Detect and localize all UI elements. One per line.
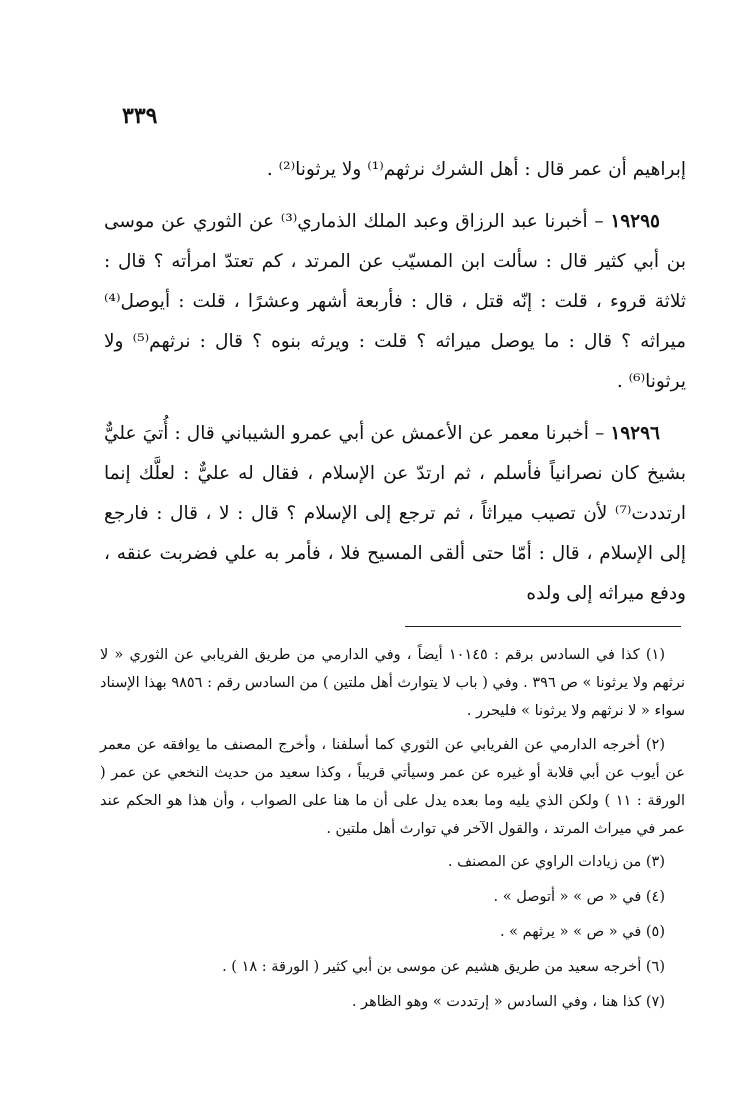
footnote-1: (١) كذا في السادس برقم : ١٠١٤٥ أيضاً ، وفي الدارمي من طريق الفريابي عن الثوري « لا نرثهم ولا يرثونا » ص ٣٩٦ . وفي ( باب لا يتوارث أهل ملتين ) من السادس رقم : ٩٨٥٦ بهذا الإسناد سواء « لا نرثهم ولا يرثونا » فليحرر .: [100, 647, 685, 719]
footnote-7: (٧) كذا هنا ، وفي السادس « إرتددت » وهو الظاهر .: [351, 994, 665, 1010]
footnote-divider: [405, 626, 681, 627]
footnotes: [100, 641, 685, 1018]
hadith-number: ١٩٢٩٦: [610, 423, 660, 444]
main-text: [104, 150, 686, 614]
footnote-5: (٥) في « ص » « يرثهم » .: [499, 924, 665, 940]
hadith-19295: [104, 202, 686, 402]
page-number: ٣٣٩: [122, 103, 158, 129]
footnote-3: (٣) من زيادات الراوي عن المصنف .: [447, 854, 665, 870]
hadith-text: – أخبرنا معمر عن الأعمش عن أبي عمرو الشيباني قال : أُتيَ عليٌّ بشيخ كان نصرانياً فأسلم ، ثم ارتدّ عن الإسلام ، فقال له عليٌّ : لعلَّك إنما ارتددت⁽⁷⁾ لأن تصيب ميراثاً ، ثم ترجع إلى الإسلام ؟ قال : لا ، قال : فارجع إلى الإسلام ، قال : أمّا حتى ألقى المسيح فلا ، فأمر به علي فضربت عنقه ، ودفع ميراثه إلى ولده: [104, 423, 686, 604]
footnote-4: (٤) في « ص » « أتوصل » .: [493, 889, 665, 905]
hadith-number: ١٩٢٩٥: [610, 211, 660, 232]
continuation-line: إبراهيم أن عمر قال : أهل الشرك نرثهم⁽¹⁾ ولا يرثونا⁽²⁾ .: [266, 159, 686, 180]
hadith-19296: [104, 414, 686, 614]
footnote-6: (٦) أخرجه سعيد من طريق هشيم عن موسى بن أبي كثير ( الورقة : ١٨ ) .: [222, 959, 665, 975]
footnote-2: (٢) أخرجه الدارمي عن الفريابي عن الثوري كما أسلفنا ، وأخرج المصنف ما يوافقه عن معمر عن أيوب عن أبي قلابة أو غيره عن عمر وسيأتي قريباً ، وكذا سعيد من حديث النخعي عن عمر ( الورقة : ١١ ) ولكن الذي يليه وما بعده يدل على أن ما هنا على الصواب ، وأن هذا هو الحكم عند عمر في ميراث المرتد ، والقول الآخر في توارث أهل ملتين .: [100, 737, 685, 837]
hadith-text: – أخبرنا عبد الرزاق وعبد الملك الذماري⁽³⁾ عن الثوري عن موسى بن أبي كثير قال : سألت ابن المسيّب عن المرتد ، كم تعتدّ امرأته ؟ قال : ثلاثة قروء ، قلت : إنّه قتل ، قال : فأربعة أشهر وعشرًا ، قلت : أيوصل⁽⁴⁾ ميراثه ؟ قال : ما يوصل ميراثه ؟ قلت : ويرثه بنوه ؟ قال : نرثهم⁽⁵⁾ ولا يرثونا⁽⁶⁾ .: [104, 211, 686, 392]
